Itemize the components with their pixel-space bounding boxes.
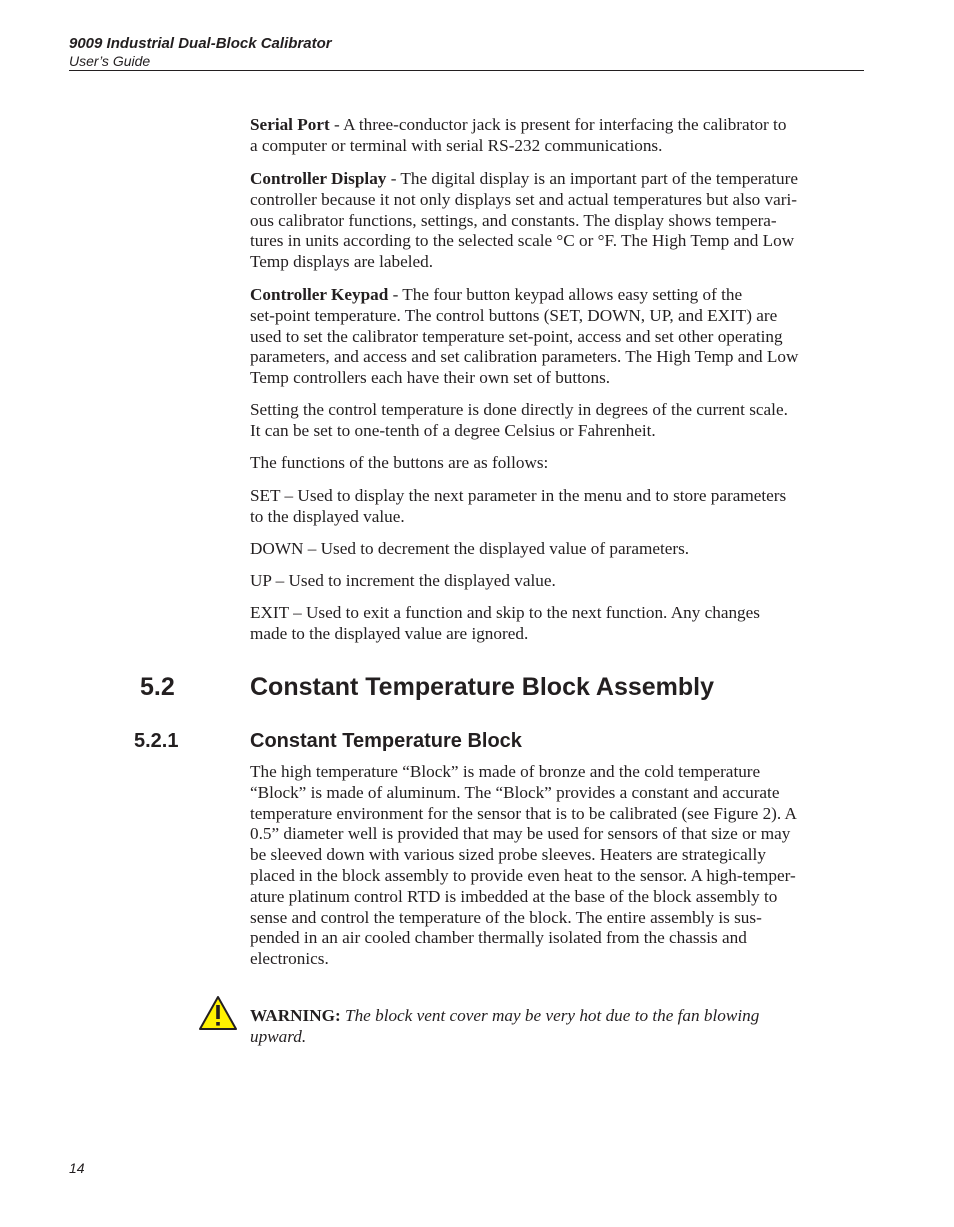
exit-button-description bbox=[250, 603, 866, 645]
section-number: 5.2 bbox=[140, 673, 175, 701]
setting-temperature-paragraph bbox=[250, 400, 866, 442]
paragraph-line: Serial Port - A three-conductor jack is present for interfacing the calibrator to bbox=[250, 115, 787, 134]
paragraph-line: a computer or terminal with serial RS-232 communications. bbox=[250, 135, 663, 155]
paragraph-line: tures in units according to the selected scale °C or °F. The High Temp and Low bbox=[250, 231, 795, 251]
paragraph-line: placed in the block assembly to provide even heat to the sensor. A high-temper- bbox=[250, 865, 796, 885]
header-divider bbox=[69, 70, 864, 71]
paragraph-line: Temp displays are labeled. bbox=[250, 252, 434, 272]
paragraph-line: temperature environment for the sensor that is to be calibrated (see Figure 2). A bbox=[250, 803, 797, 823]
up-button-description bbox=[250, 571, 866, 592]
warning-message bbox=[250, 1006, 866, 1048]
paragraph-line: EXIT – Used to exit a function and skip to the next function. Any changes bbox=[250, 603, 760, 622]
controller-display-term: Controller Display bbox=[250, 169, 387, 188]
manual-title: 9009 Industrial Dual-Block Calibrator bbox=[69, 35, 332, 52]
paragraph-line: Temp controllers each have their own set of buttons. bbox=[250, 368, 611, 388]
paragraph-line: be sleeved down with various sized probe sleeves. Heaters are strategically bbox=[250, 845, 766, 865]
running-header bbox=[69, 34, 864, 69]
paragraph-line: ous calibrator functions, settings, and constants. The display shows tempera- bbox=[250, 210, 777, 230]
paragraph-line: ature platinum control RTD is imbedded at the base of the block assembly to bbox=[250, 886, 778, 906]
paragraph-line: Controller Keypad - The four button keypad allows easy setting of the bbox=[250, 285, 743, 304]
paragraph-line: pended in an air cooled chamber thermally isolated from the chassis and bbox=[250, 928, 747, 948]
down-button-description bbox=[250, 539, 866, 560]
warning-text: The block vent cover may be very hot due to the fan blowing bbox=[340, 1006, 760, 1025]
paragraph-line: upward. bbox=[250, 1026, 307, 1046]
section-title: Constant Temperature Block Assembly bbox=[250, 673, 715, 701]
paragraph-line: parameters, and access and set calibration parameters. The High Temp and Low bbox=[250, 347, 799, 367]
warning-label: WARNING: bbox=[250, 1006, 341, 1025]
paragraph-line: used to set the calibrator temperature set-point, access and set other operating bbox=[250, 326, 783, 346]
paragraph-line: SET – Used to display the next parameter in the menu and to store parameters bbox=[250, 486, 787, 505]
subsection-title: Constant Temperature Block bbox=[250, 730, 522, 752]
controller-keypad-paragraph bbox=[250, 285, 866, 389]
controller-keypad-term: Controller Keypad bbox=[250, 285, 389, 304]
page-number: 14 bbox=[69, 1160, 85, 1176]
paragraph-line: sense and control the temperature of the block. The entire assembly is sus- bbox=[250, 907, 762, 927]
serial-port-paragraph bbox=[250, 115, 866, 157]
block-description-paragraph bbox=[250, 762, 866, 970]
paragraph-line: electronics. bbox=[250, 949, 329, 969]
paragraph-line: UP – Used to increment the displayed value. bbox=[250, 571, 556, 590]
paragraph-line bbox=[250, 1006, 866, 1027]
warning-triangle-icon bbox=[198, 995, 238, 1031]
paragraph-line: Controller Display - The digital display is an important part of the temperature bbox=[250, 169, 798, 188]
paragraph-line: The functions of the buttons are as follows: bbox=[250, 453, 549, 472]
serial-port-term: Serial Port bbox=[250, 115, 330, 134]
manual-subtitle: User’s Guide bbox=[69, 53, 151, 69]
paragraph-line: controller because it not only displays set and actual temperatures but also vari- bbox=[250, 189, 797, 209]
paragraph-line: DOWN – Used to decrement the displayed value of parameters. bbox=[250, 539, 690, 558]
controller-display-paragraph bbox=[250, 169, 866, 273]
paragraph-line: made to the displayed value are ignored. bbox=[250, 623, 529, 643]
paragraph-line: set-point temperature. The control buttons (SET, DOWN, UP, and EXIT) are bbox=[250, 305, 778, 325]
subsection-number: 5.2.1 bbox=[134, 730, 179, 752]
paragraph-line: Setting the control temperature is done directly in degrees of the current scale. bbox=[250, 400, 788, 419]
paragraph-line: “Block” is made of aluminum. The “Block” provides a constant and accurate bbox=[250, 782, 780, 802]
button-functions-intro bbox=[250, 453, 866, 474]
paragraph-line: 0.5” diameter well is provided that may be used for sensors of that size or may bbox=[250, 824, 791, 844]
paragraph-line: It can be set to one-tenth of a degree Celsius or Fahrenheit. bbox=[250, 420, 656, 440]
paragraph-line: The high temperature “Block” is made of bronze and the cold temperature bbox=[250, 762, 761, 781]
set-button-description bbox=[250, 486, 866, 528]
paragraph-line: to the displayed value. bbox=[250, 506, 405, 526]
